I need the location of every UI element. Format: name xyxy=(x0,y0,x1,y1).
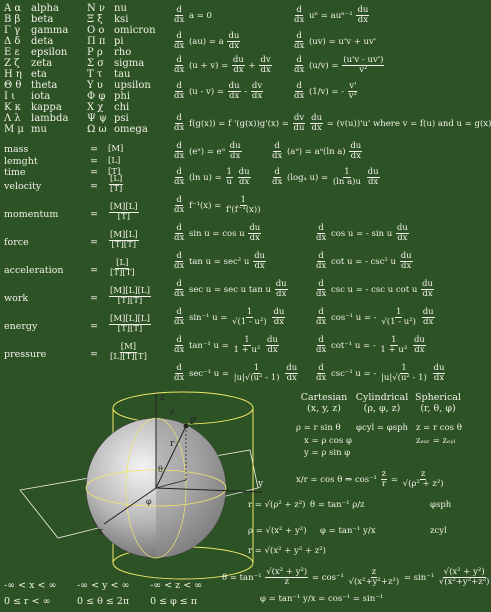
deriv-cos: $\frac{d}{dx}$ cos u = - sin u $\frac{du}{dx}$ xyxy=(316,223,408,243)
dimension-label: lemght xyxy=(4,156,38,167)
greek-upper-lower: Ε ε xyxy=(4,47,20,58)
coord-phi-full: φ = tan⁻¹ y/x = cos⁻¹ = sin⁻¹ xyxy=(260,594,384,604)
greek-name: alpha xyxy=(31,3,59,14)
greek-upper-lower: Ο ο xyxy=(87,25,105,36)
greek-row xyxy=(4,124,170,136)
point-p xyxy=(184,424,189,429)
greek-upper-lower: Β β xyxy=(4,14,21,25)
coord-phi-sph: φsph xyxy=(430,500,452,510)
deriv-diff: $\frac{d}{dx}$ (u - v) = $\frac{du}{dx}$ - $\frac{dv}{dx}$ xyxy=(174,81,263,101)
coord-rho: ρ = r sin θ xyxy=(296,423,341,433)
deriv-ln: $\frac{d}{dx}$ (ln u) = $\frac{1}{u}$ $\frac{du}{dx}$ xyxy=(174,167,250,187)
greek-upper-lower: Γ γ xyxy=(4,25,21,36)
greek-upper-lower: Δ δ xyxy=(4,36,21,47)
deriv-inverse: $\frac{d}{dx}$ f⁻¹(x) = $\frac{1}{\text{f'(f⁻¹(x))}}$ xyxy=(174,195,261,215)
dimension-unit: $\frac{[L]}{[T][T]}$ xyxy=(110,258,135,278)
greek-upper-lower: Ω ω xyxy=(87,124,107,135)
dimension-equals: = xyxy=(90,293,98,304)
coord-zcyl2: zcyl xyxy=(430,526,447,536)
dimension-label: pressure xyxy=(4,349,47,360)
coord-zcyl: zₑₐᵣ = zₑᵧₗ xyxy=(416,436,456,446)
label-theta: θ xyxy=(158,465,163,474)
coord-phi: φ = tan⁻¹ y/x xyxy=(320,526,376,536)
coord-phi-cyl: φcyl = φsph xyxy=(356,423,408,433)
dimension-label: acceleration xyxy=(4,265,64,276)
dimension-unit: [M] xyxy=(108,144,124,154)
coord-cos: x/r = cos θ ⇒ cos⁻¹ $\frac{z}{r}$ = $\frac{z}{\text{√(ρ² + z²)}}$ xyxy=(296,469,444,489)
greek-name: tau xyxy=(114,69,131,80)
label-y: y xyxy=(258,479,264,489)
dimension-label: work xyxy=(4,293,29,304)
dimension-equals: = xyxy=(90,321,98,332)
cartesian-vars: (x, y, z) xyxy=(307,403,341,414)
coord-theta: θ = tan⁻¹ ρ/z xyxy=(310,500,365,510)
greek-name: gamma xyxy=(31,25,69,36)
dimension-unit: $\frac{[M][L][L]}{[T][T]}$ xyxy=(110,286,150,306)
spherical-title: Spherical xyxy=(415,392,461,403)
coord-rho2: ρ = √(x² + y²) xyxy=(248,526,307,536)
greek-upper-lower: Ζ ζ xyxy=(4,58,20,69)
dimension-unit: [L] xyxy=(108,156,121,166)
deriv-atan: $\frac{d}{dx}$ tan⁻¹ u = $\frac{1}{\text{1 + u²}}$ $\frac{du}{dx}$ xyxy=(174,335,278,355)
cylinder-top xyxy=(113,392,253,424)
dimension-label: velocity xyxy=(4,181,42,192)
dimension-unit: $\frac{[L]}{[T]}$ xyxy=(110,174,123,194)
greek-upper-lower: Ψ ψ xyxy=(87,113,107,124)
dimension-equals: = xyxy=(90,144,98,155)
deriv-asec: $\frac{d}{dx}$ sec⁻¹ u = $\frac{1}{\text{|u|√(u² - 1)}}$ $\frac{du}{dx}$ xyxy=(174,363,298,383)
greek-upper-lower: Τ τ xyxy=(87,69,103,80)
deriv-acos: $\frac{d}{dx}$ cos⁻¹ u = - $\frac{1}{\text{√(1 - u²)}}$ $\frac{du}{dx}$ xyxy=(316,307,434,327)
greek-upper-lower: Κ κ xyxy=(4,102,21,113)
coord-theta-full: θ = tan⁻¹ $\frac{\text{√(x² + y²)}}{z}$ = cos⁻¹ $\frac{z}{\text{√(x²+y²+z²)}}$ = sin⁻¹ $\frac{\text{√(x² + y²)}}{\text{√(x²+y²+z²)}}$ xyxy=(222,567,490,587)
greek-name: ksi xyxy=(114,14,129,25)
dimension-unit: [T] xyxy=(108,167,121,177)
range-row-1: -∞ < x < ∞ -∞ < y < ∞ -∞ < z < ∞ xyxy=(4,580,203,591)
greek-name: nu xyxy=(114,3,127,14)
deriv-tan: $\frac{d}{dx}$ tan u = sec² u $\frac{du}{dx}$ xyxy=(174,251,265,271)
greek-upper-lower: Α α xyxy=(4,3,22,14)
coord-x: x = ρ cos φ xyxy=(304,436,352,446)
dimension-equals: = xyxy=(90,237,98,248)
deriv-sec: $\frac{d}{dx}$ sec u = sec u tan u $\frac{du}{dx}$ xyxy=(174,279,287,299)
dimension-label: momentum xyxy=(4,209,59,220)
deriv-acot: $\frac{d}{dx}$ cot⁻¹ u = - $\frac{1}{\text{1 + u²}}$ $\frac{du}{dx}$ xyxy=(316,335,425,355)
greek-name: omicron xyxy=(114,25,156,36)
greek-name: omega xyxy=(114,124,148,135)
deriv-csc: $\frac{d}{dx}$ csc u = - csc u cot u $\frac{du}{dx}$ xyxy=(316,279,433,299)
greek-name: zeta xyxy=(31,58,53,69)
dimension-equals: = xyxy=(90,349,98,360)
greek-name: theta xyxy=(31,80,58,91)
greek-name: epsilon xyxy=(31,47,68,58)
label-x: x xyxy=(98,527,104,537)
greek-name: psi xyxy=(114,113,129,124)
deriv-const: $\frac{d}{dx}$ a = 0 xyxy=(174,5,212,25)
dimension-label: force xyxy=(4,237,29,248)
dimension-unit: $\frac{[M]}{[L][T][T]}$ xyxy=(110,342,147,362)
deriv-sin: $\frac{d}{dx}$ sin u = cos u $\frac{du}{dx}$ xyxy=(174,223,261,243)
deriv-product: $\frac{d}{dx}$ (uv) = u'v + uv' xyxy=(294,31,377,51)
deriv-asin: $\frac{d}{dx}$ sin⁻¹ u = $\frac{1}{\text{√(1 - u²)}}$ $\frac{du}{dx}$ xyxy=(174,307,285,327)
dimension-label: energy xyxy=(4,321,38,332)
greek-name: beta xyxy=(31,14,54,25)
dimension-equals: = xyxy=(90,181,98,192)
deriv-acsc: $\frac{d}{dx}$ csc⁻¹ u = - $\frac{1}{\text{|u|√(u² - 1)}}$ $\frac{du}{dx}$ xyxy=(316,363,445,383)
greek-upper-lower: Χ χ xyxy=(87,102,104,113)
dimension-equals: = xyxy=(90,156,98,167)
greek-name: deta xyxy=(31,36,54,47)
greek-upper-lower: Φ φ xyxy=(87,91,106,102)
greek-upper-lower: Ν ν xyxy=(87,3,106,14)
deriv-cot: $\frac{d}{dx}$ cot u = - csc² u $\frac{du}{dx}$ xyxy=(316,251,412,271)
cartesian-title: Cartesian xyxy=(300,392,348,403)
dimension-equals: = xyxy=(90,265,98,276)
deriv-chain: $\frac{d}{dx}$ f(g(x)) = f '(g(x))g'(x) = $\frac{dv}{du}$ $\frac{du}{dx}$ = (v(u))'u' where v = f(u) and u = g(x) xyxy=(174,113,491,133)
greek-name: pi xyxy=(114,36,124,47)
range-row-2: 0 ≤ r < ∞ 0 ≤ θ ≤ 2π 0 ≤ φ ≤ π xyxy=(4,596,198,607)
dimension-label: mass xyxy=(4,144,29,155)
dimension-unit: $\frac{[M][L]}{[T][T]}$ xyxy=(110,230,138,250)
dimension-unit: $\frac{[M][L]}{[T]}$ xyxy=(110,202,138,222)
dimension-equals: = xyxy=(90,209,98,220)
label-p: P xyxy=(190,417,197,427)
coord-y: y = ρ sin φ xyxy=(304,448,351,458)
greek-name: chi xyxy=(114,102,130,113)
coord-z: z = r cos θ xyxy=(416,423,462,433)
coord-r-full: r = √(x² + y² + z²) xyxy=(248,546,326,556)
greek-upper-lower: Μ μ xyxy=(4,124,24,135)
greek-name: kappa xyxy=(31,102,62,113)
label-r: r xyxy=(170,439,175,449)
greek-upper-lower: Θ θ xyxy=(4,80,22,91)
deriv-reciprocal: $\frac{d}{dx}$ (1/v) = - $\frac{v'}{\text{v²}}$ xyxy=(294,81,357,101)
deriv-power: $\frac{d}{dx}$ uⁿ = auⁿ⁻¹ $\frac{du}{dx}$ xyxy=(294,5,369,25)
dimension-unit: $\frac{[M][L][L]}{[T][T]}$ xyxy=(110,314,150,334)
greek-name: phi xyxy=(114,91,131,102)
deriv-aexp: $\frac{d}{dx}$ (aᵘ) = aᵘ(ln a) $\frac{du}{dx}$ xyxy=(272,141,362,161)
coordinate-diagram xyxy=(0,388,270,588)
greek-name: iota xyxy=(31,91,51,102)
greek-name: eta xyxy=(31,69,47,80)
deriv-scalar: $\frac{d}{dx}$ (au) = a $\frac{du}{dx}$ xyxy=(174,31,240,51)
coord-r: r = √(ρ² + z²) xyxy=(248,500,306,510)
greek-name: rho xyxy=(114,47,132,58)
deriv-sum: $\frac{d}{dx}$ (u + v) = $\frac{du}{dx}$ + $\frac{dv}{dx}$ xyxy=(174,55,271,75)
dimension-label: time xyxy=(4,167,26,178)
deriv-exp: $\frac{d}{dx}$ (eᵘ) = eᵘ $\frac{du}{dx}$ xyxy=(174,141,241,161)
label-rho: ρ xyxy=(170,407,175,416)
deriv-quotient: $\frac{d}{dx}$ (u/v) = $\frac{(u'v - uv')}{\text{v²}}$ xyxy=(294,55,384,75)
greek-upper-lower: Υ υ xyxy=(87,80,103,91)
greek-upper-lower: Η η xyxy=(4,69,22,80)
deriv-log: $\frac{d}{dx}$ (logₐ u) = $\frac{1}{\text{(ln a)u}}$ $\frac{du}{dx}$ xyxy=(272,167,379,187)
greek-upper-lower: Λ λ xyxy=(4,113,21,124)
greek-upper-lower: Ι ι xyxy=(4,91,16,102)
greek-name: lambda xyxy=(31,113,69,124)
greek-name: upsilon xyxy=(114,80,151,91)
label-phi: φ xyxy=(146,497,152,506)
greek-upper-lower: Ξ ξ xyxy=(87,14,103,25)
dimension-equals: = xyxy=(90,167,98,178)
label-z: z xyxy=(160,393,165,403)
spherical-vars: (r, θ, φ) xyxy=(420,403,456,414)
greek-upper-lower: Ρ ρ xyxy=(87,47,103,58)
greek-upper-lower: Π π xyxy=(87,36,106,47)
greek-upper-lower: Σ σ xyxy=(87,58,105,69)
greek-name: mu xyxy=(31,124,47,135)
cylindrical-vars: (ρ, φ, z) xyxy=(363,403,401,414)
cylindrical-title: Cylindrical xyxy=(355,392,409,403)
greek-name: sigma xyxy=(114,58,145,69)
